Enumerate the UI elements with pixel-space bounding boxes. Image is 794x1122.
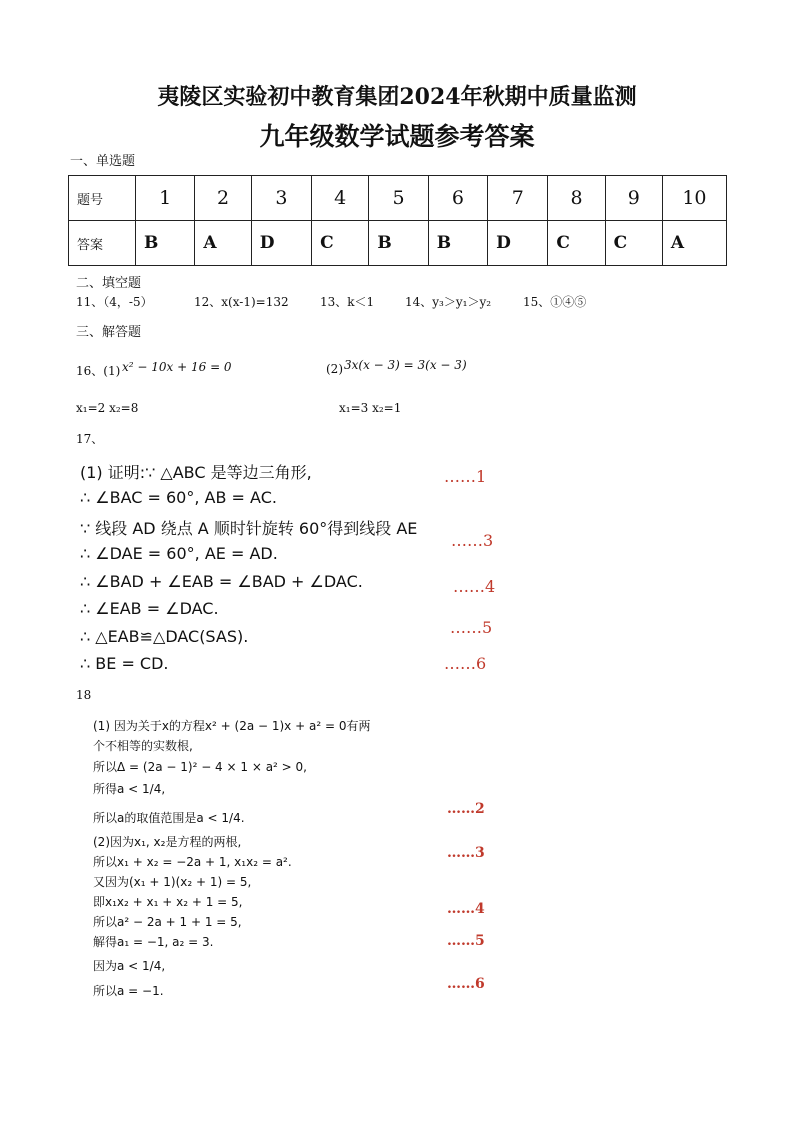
fill-answer-13: 13、k＜1 [320,295,375,309]
q18-line: 所以x₁ + x₂ = −2a + 1, x₁x₂ = a². [93,855,292,869]
q18-line: 又因为(x₁ + 1)(x₂ + 1) = 5, [93,875,252,889]
page-subtitle: 九年级数学试题参考答案 [259,122,535,151]
q18-line: (1) 因为关于x的方程x² + (2a − 1)x + a² = 0有两 [93,719,371,733]
section-heading-solutions: 三、解答题 [76,325,142,340]
section-heading-fill-blank: 二、填空题 [76,276,142,291]
q17-line: ∵ 线段 AD 绕点 A 顺时针旋转 60°得到线段 AE [80,519,418,538]
q18-score-mark: ……2 [447,801,485,817]
question-number: 4 [312,176,369,221]
answer-cell: A [662,221,726,266]
row-label-number: 题号 [69,176,136,221]
section-heading-single-choice: 一、单选题 [70,154,136,169]
question-number: 2 [195,176,251,221]
table-row-answers [69,221,727,266]
fill-answer-15: 15、①④⑤ [523,295,587,309]
answer-cell: B [428,221,487,266]
fill-answer-14: 14、y₃＞y₁＞y₂ [405,295,492,309]
q18-score-mark: ……5 [447,933,485,949]
q16-solution-1: x₁=2 x₂=8 [76,401,139,415]
question-number: 3 [251,176,311,221]
answer-cell: C [312,221,369,266]
q18-line: 所得a < 1/4, [93,782,166,796]
question-number: 1 [136,176,195,221]
q17-line: ∴ ∠EAB = ∠DAC. [80,599,219,618]
q17-score-mark: ……4 [453,577,496,596]
question-number: 7 [488,176,548,221]
fill-answer-12: 12、x(x-1)=132 [194,295,289,309]
answer-cell: D [488,221,548,266]
q18-label: 18 [76,688,92,702]
q18-line: 因为a < 1/4, [93,959,166,973]
answer-cell: D [251,221,311,266]
q16-label: 16、(1) [76,364,121,378]
q17-line: ∴ BE = CD. [80,654,169,673]
fill-answer-11: 11、（4，-5） [76,295,153,309]
q16-label-2: (2) [326,362,343,376]
question-number: 8 [548,176,605,221]
q18-score-mark: ……6 [447,976,485,992]
q18-line: 所以a的取值范围是a < 1/4. [93,811,245,825]
q18-score-mark: ……4 [447,901,485,917]
answer-cell: B [369,221,428,266]
question-number: 10 [662,176,726,221]
q17-score-mark: ……5 [450,618,493,637]
q18-line: 个不相等的实数根, [93,739,193,753]
q18-line: 即x₁x₂ + x₁ + x₂ + 1 = 5, [93,895,243,909]
answer-table [68,175,727,266]
question-number: 5 [369,176,428,221]
q16-equation-2: 3x(x − 3) = 3(x − 3) [344,358,467,372]
q17-label: 17、 [76,432,104,446]
answer-cell: B [136,221,195,266]
q16-equation-1: x² − 10x + 16 = 0 [122,360,232,374]
table-row-numbers [69,176,727,221]
q17-score-mark: ……6 [444,654,487,673]
q17-score-mark: ……3 [451,531,494,550]
answer-cell: C [548,221,605,266]
q18-line: 所以a² − 2a + 1 + 1 = 5, [93,915,242,929]
page-title: 夷陵区实验初中教育集团2024年秋期中质量监测 [157,84,637,110]
q18-line: 解得a₁ = −1, a₂ = 3. [93,935,214,949]
answer-cell: A [195,221,251,266]
question-number: 6 [428,176,487,221]
q17-line: ∴ ∠DAE = 60°, AE = AD. [80,544,278,563]
q17-line: ∴ △EAB≌△DAC(SAS). [80,627,249,646]
q18-line: 所以Δ = (2a − 1)² − 4 × 1 × a² > 0, [93,760,307,774]
question-number: 9 [605,176,662,221]
q17-score-mark: ……1 [444,467,487,486]
q18-line: 所以a = −1. [93,984,164,998]
q17-line: ∴ ∠BAC = 60°, AB = AC. [80,488,277,507]
q18-score-mark: ……3 [447,845,485,861]
q17-line: (1) 证明:∵ △ABC 是等边三角形, [80,463,312,482]
row-label-answer: 答案 [69,221,136,266]
answer-cell: C [605,221,662,266]
q16-solution-2: x₁=3 x₂=1 [339,401,402,415]
q17-line: ∴ ∠BAD + ∠EAB = ∠BAD + ∠DAC. [80,572,363,591]
q18-line: (2)因为x₁, x₂是方程的两根, [93,835,242,849]
